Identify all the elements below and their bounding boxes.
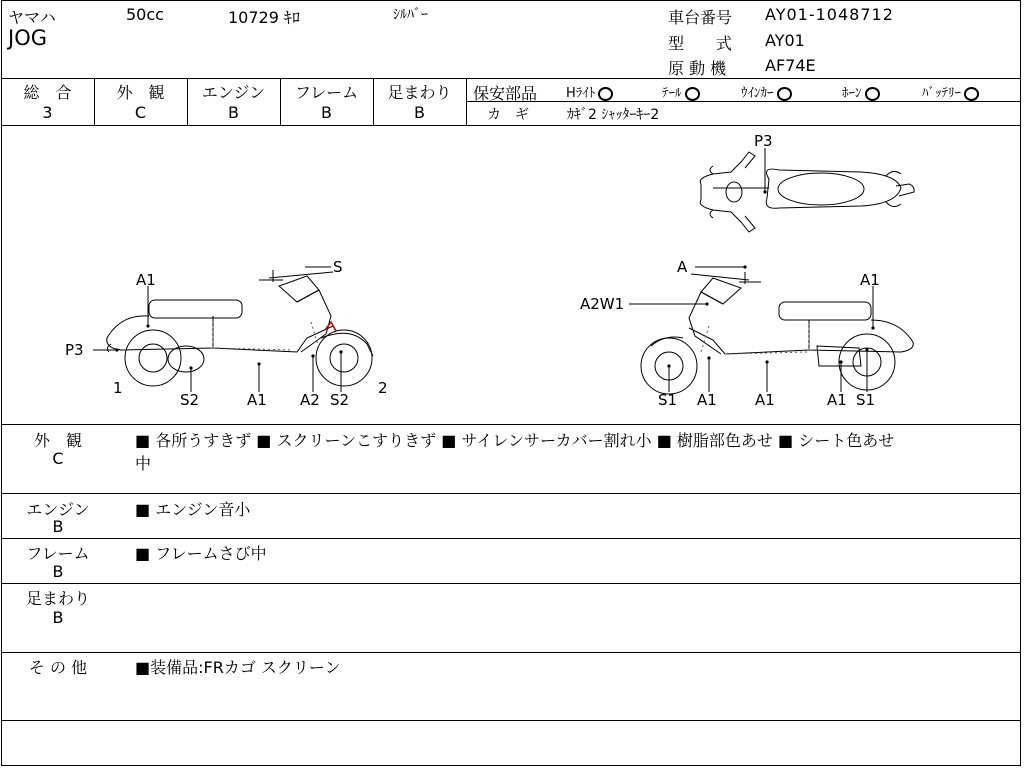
safety-item-headlight: Hﾗｲﾄ	[566, 82, 613, 101]
label-left-s2b: S2	[330, 391, 350, 409]
model-name: JOG	[8, 26, 47, 50]
comment-label-other: そ の 他	[28, 658, 88, 677]
comment-text-exterior: ■ 各所うすきず ■ スクリーンこすりきず ■ サイレンサーカバー割れ小 ■ 樹脂部色あせ ■ シート色あせ	[135, 431, 895, 450]
mileage: 10729 ｷﾛ	[228, 8, 300, 27]
comment-grade-suspension: B	[52, 608, 64, 627]
label-left-a2: A2	[300, 391, 320, 409]
label-right-a1-b: A1	[755, 391, 775, 409]
maker: ヤマハ	[8, 8, 56, 27]
damage-mark-icon	[325, 322, 336, 331]
comment-label-frame: フレーム	[26, 544, 90, 563]
score-engine: B	[228, 103, 239, 122]
comment-text-engine: ■ エンジン音小	[135, 500, 251, 519]
comment-text-exterior-2: 中	[135, 454, 152, 473]
label-right-a2w1: A2W1	[580, 295, 625, 313]
comment-grade-exterior: C	[52, 449, 64, 468]
frame-no-value: AY01-1048712	[765, 5, 894, 24]
label-left-1: 1	[113, 379, 123, 397]
label-right-a1-top: A1	[860, 271, 880, 289]
label-right-s1: S1	[658, 391, 678, 409]
score-header-exterior: 外 観	[116, 83, 165, 102]
label-right-s1b: S1	[856, 391, 876, 409]
score-header-suspension: 足まわり	[387, 83, 452, 102]
score-overall: 3	[42, 103, 53, 122]
safety-item-tail: ﾃｰﾙ	[662, 82, 700, 101]
safety-item-battery: ﾊﾞｯﾃﾘｰ	[922, 82, 979, 101]
type-label: 型 式	[668, 34, 733, 53]
color: ｼﾙﾊﾞｰ	[393, 7, 428, 23]
scooter-diagram	[1, 126, 1021, 424]
frame-no-label: 車台番号	[668, 8, 733, 27]
ok-mark-icon	[865, 87, 880, 101]
key-value: ｶｷﾞ2 ｼｬｯﾀｰｷｰ2	[567, 107, 660, 123]
comment-grade-engine: B	[52, 517, 64, 536]
label-right-a: A	[677, 258, 688, 276]
displacement: 50cc	[126, 5, 164, 24]
label-right-a1-a: A1	[697, 391, 717, 409]
comment-grade-frame: B	[52, 562, 64, 581]
engine-label: 原 動 機	[668, 59, 727, 78]
score-header-frame: フレーム	[294, 83, 359, 102]
comment-label-suspension: 足まわり	[25, 589, 90, 608]
score-header-overall: 総 合	[23, 83, 72, 102]
safety-item-horn: ﾎｰﾝ	[842, 82, 880, 101]
score-exterior: C	[134, 103, 147, 122]
key-label: カ ギ	[487, 107, 529, 123]
score-header-engine: エンジン	[201, 83, 266, 102]
label-right-a1-c: A1	[827, 391, 847, 409]
label-left-a1: A1	[247, 391, 267, 409]
label-left-p3: P3	[65, 341, 84, 359]
score-frame: B	[321, 103, 332, 122]
label-left-a1-top: A1	[136, 271, 156, 289]
label-left-s2: S2	[180, 391, 200, 409]
type-value: AY01	[765, 31, 805, 50]
ok-mark-icon	[964, 87, 979, 101]
safety-item-winker: ｳｲﾝｶｰ	[741, 82, 792, 101]
ok-mark-icon	[777, 87, 792, 101]
safety-label: 保安部品	[473, 84, 538, 103]
comment-label-engine: エンジン	[26, 500, 90, 519]
label-top-p3: P3	[754, 132, 773, 150]
label-left-s: S	[333, 258, 343, 276]
score-suspension: B	[414, 103, 425, 122]
comment-text-other: ■装備品:FRカゴ スクリーン	[135, 658, 341, 677]
leader-lines	[93, 148, 873, 392]
comment-text-frame: ■ フレームさび中	[135, 544, 267, 563]
scooter-top-view	[700, 152, 914, 232]
scooter-right-view	[641, 272, 913, 394]
comment-label-exterior: 外 観	[33, 431, 82, 450]
engine-value: AF74E	[765, 56, 816, 75]
label-left-2: 2	[378, 379, 388, 397]
ok-mark-icon	[685, 87, 700, 101]
ok-mark-icon	[598, 87, 613, 101]
leader-dots	[115, 190, 874, 369]
